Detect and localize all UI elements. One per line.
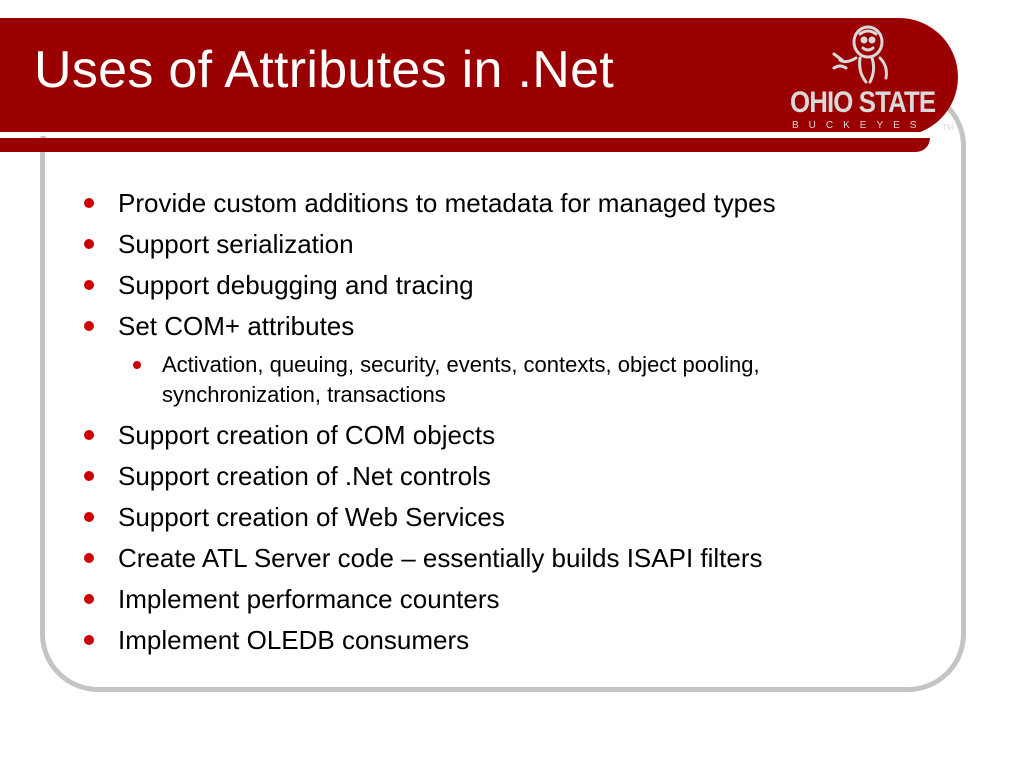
bullet-item: Provide custom additions to metadata for managed types xyxy=(118,188,776,218)
brutus-mascot-icon xyxy=(820,24,900,86)
logo-wordmark: OHIO STATE xyxy=(790,86,936,119)
bullet-item: Support creation of Web Services xyxy=(118,502,505,532)
bullet-item: Support creation of .Net controls xyxy=(118,461,491,491)
bullet-marker xyxy=(84,430,94,440)
bullet-marker xyxy=(84,198,94,208)
bullet-marker xyxy=(84,635,94,645)
bullet-marker xyxy=(84,512,94,522)
bullet-item: Support debugging and tracing xyxy=(118,270,474,300)
bullet-marker xyxy=(84,280,94,290)
logo-trademark: TM xyxy=(942,123,954,132)
bullet-marker xyxy=(84,553,94,563)
logo-subtext: BUCKEYES xyxy=(792,120,927,131)
slide-title: Uses of Attributes in .Net xyxy=(34,41,615,99)
bullet-item: Create ATL Server code – essentially builds ISAPI filters xyxy=(118,543,763,573)
bullet-marker xyxy=(84,321,94,331)
ohio-state-logo xyxy=(780,24,960,140)
bullet-marker xyxy=(84,594,94,604)
bullet-item: Set COM+ attributes xyxy=(118,311,355,341)
bullet-marker xyxy=(84,239,94,249)
bullet-item: Support serialization xyxy=(118,229,354,259)
bullet-item: Implement OLEDB consumers xyxy=(118,625,470,655)
sub-bullet-item: Activation, queuing, security, events, contexts, object pooling, synchronization, transactions xyxy=(162,352,760,407)
bullet-item: Support creation of COM objects xyxy=(118,420,496,450)
banner-lower-band xyxy=(0,138,930,152)
bullet-item: Implement performance counters xyxy=(118,584,500,614)
bullet-marker xyxy=(84,471,94,481)
sub-bullet-marker xyxy=(133,361,141,369)
